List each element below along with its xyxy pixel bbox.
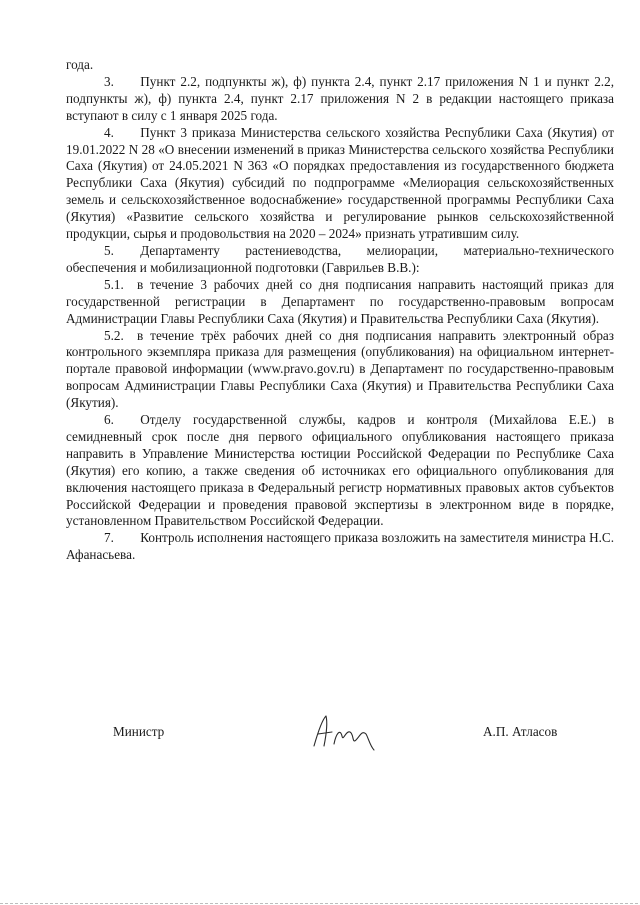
paragraph-3: 3. Пункт 2.2, подпункты ж), ф) пункта 2.4, пункт 2.17 приложения N 1 и пункт 2.2, подпункты ж), ф) пункта 2.4, пункт 2.17 приложения N 2 в редакции настоящего приказа вступают в силу с 1 января 2025 года. [66,73,614,123]
handwritten-signature-icon [304,710,384,754]
paragraph-carryover: года. [66,57,94,72]
paragraph-7: 7. Контроль исполнения настоящего приказа возложить на заместителя министра Н.С. Афанасьева. [66,530,614,563]
paragraph-5: 5. Департаменту растениеводства, мелиорации, материально-технического обеспечения и мобилизационной подготовки (Гаврильев В.В.): [66,242,614,275]
signatory-title: Министр [113,724,165,739]
document-body [66,57,614,564]
paragraph-5-1: 5.1. в течение 3 рабочих дней со дня подписания направить настоящий приказ для государственной регистрации в Департамент по государственно-правовым вопросам Администрации Главы Республики Саха (Якутия) и Правительства Республики Саха (Якутия). [66,276,614,326]
paragraph-4: 4. Пункт 3 приказа Министерства сельского хозяйства Республики Саха (Якутия) от 19.01.2022 N 28 «О внесении изменений в приказ Министерства сельского хозяйства Республики Саха (Якутия) от 24.05.2021 N 363 «О порядках предоставления из государственного бюджета Республики Саха (Якутия) субсидий по подпрограмме «Мелиорация сельскохозяйственных земель и сельскохозяйственное водоснабжение» государственной программы Республики Саха (Якутия) «Развитие сельского хозяйства и регулирование рынков сельскохозяйственной продукции, сырья и продовольствия на 2020 – 2024» признать утратившим силу. [66,124,614,242]
signatory-name: А.П. Атласов [483,724,558,739]
page-bottom-divider [0,903,640,904]
paragraph-6: 6. Отделу государственной службы, кадров и контроля (Михайлова Е.Е.) в семидневный срок после дня первого официального опубликования настоящего приказа направить в Управление Министерства юстиции Российской Федерации по Республике Саха (Якутия) его копию, а также сведения об источниках его официального опубликования для включения настоящего приказа в Федеральный регистр нормативных правовых актов субъектов Российской Федерации и проведения правовой экспертизы в электронном виде в порядке, установленном Правительством Российской Федерации. [66,412,614,529]
signature-block [0,700,640,760]
paragraph-5-2: 5.2. в течение трёх рабочих дней со дня подписания направить электронный образ контрольного экземпляра приказа для размещения (опубликования) на официальном интернет-портале правовой информации (www.pravo.gov.ru) в Департамент по государственно-правовым вопросам Администрации Главы Республики Саха (Якутия) и Правительства Республики Саха (Якутия). [66,327,614,411]
